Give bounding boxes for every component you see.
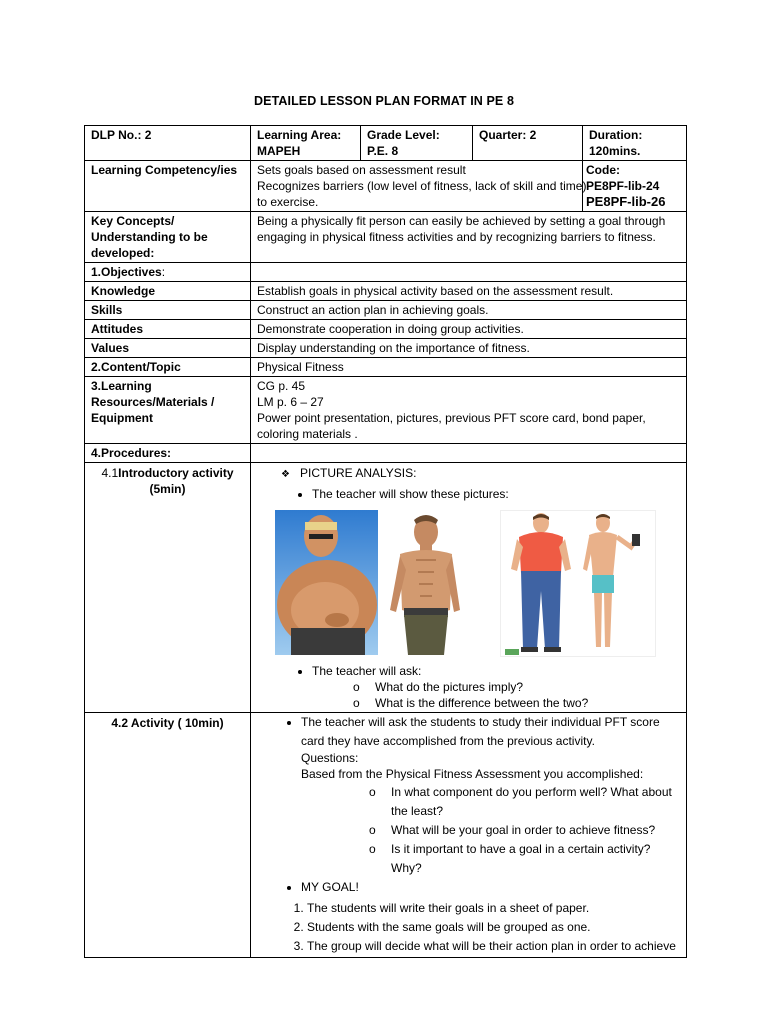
procedures-label: 4.Procedures: [85, 444, 251, 463]
competency-row [85, 161, 687, 212]
key-concepts-row [85, 212, 687, 263]
objective-row: Knowledge Establish goals in physical activity based on the assessment result. [85, 282, 687, 301]
objective-row: Attitudes Demonstrate cooperation in doing group activities. [85, 320, 687, 339]
quarter: Quarter: 2 [473, 126, 583, 161]
procedures-row [85, 444, 687, 463]
fit-man-photo [386, 510, 466, 655]
list-item: • The teacher will ask the students to study their individual PFT score card they have accomplished from the previous activity. Questions: Based from the Physical Fitness Assessment you accomplished: [301, 713, 680, 783]
document-title: DETAILED LESSON PLAN FORMAT IN PE 8 [254, 94, 514, 108]
content-row [85, 358, 687, 377]
step-item: 3. The group will decide what will be their action plan in order to achieve [307, 937, 680, 956]
objectives-label: 1.Objectives: [85, 263, 251, 282]
question-item: o In what component do you perform well? What about the least? [391, 783, 680, 821]
learning-area: Learning Area: MAPEH [251, 126, 361, 161]
activity-content [251, 713, 687, 958]
key-concepts-label: Key Concepts/ Understanding to be developed: [85, 212, 251, 263]
question-item: o What will be your goal in order to achieve fitness? [391, 821, 680, 840]
step-item: 2. Students with the same goals will be grouped as one. [307, 918, 680, 937]
objective-row: Values Display understanding on the importance of fitness. [85, 339, 687, 358]
activity-row [85, 713, 687, 958]
duration: Duration: 120mins. [583, 126, 687, 161]
resources-row [85, 377, 687, 444]
overweight-man-photo [275, 510, 378, 655]
resources-text: CG p. 45 LM p. 6 – 27 Power point presentation, pictures, previous PFT score card, bond paper, coloring materials . [251, 377, 687, 444]
cartoon-comparison-illustration [500, 510, 656, 657]
list-item: • The teacher will ask: [312, 663, 680, 679]
content-text: Physical Fitness [251, 358, 687, 377]
intro-row [85, 463, 687, 713]
resources-label: 3.Learning Resources/Materials / Equipment [85, 377, 251, 444]
objective-row: Skills Construct an action plan in achieving goals. [85, 301, 687, 320]
grade-level: Grade Level: P.E. 8 [361, 126, 473, 161]
activity-label: 4.2 Activity ( 10min) [85, 713, 251, 958]
competency-text: Sets goals based on assessment result Recognizes barriers (low level of fitness, lack of skill and time) to exercise. [251, 161, 583, 212]
dlp-number: DLP No.: 2 [85, 126, 251, 161]
competency-code: Code: PE8PF-lib-24 PE8PF-lib-26 [583, 161, 687, 212]
question-item: o Is it important to have a goal in a certain activity? Why? [391, 840, 680, 878]
diamond-bullet-icon: ❖ [281, 469, 290, 480]
intro-content [251, 463, 687, 713]
key-concepts-text: Being a physically fit person can easily be achieved by setting a goal through engaging in physical fitness activities and by recognizing barriers to fitness. [251, 212, 687, 263]
competency-label: Learning Competency/ies [85, 161, 251, 212]
my-goal-heading: • MY GOAL! [301, 878, 680, 897]
comparison-pictures [275, 510, 680, 655]
intro-label: 4.1Introductory activity (5min) [85, 463, 251, 713]
list-item: • The teacher will show these pictures: [312, 486, 680, 502]
objectives-heading-row [85, 263, 687, 282]
question-item: o What is the difference between the two? [375, 695, 680, 711]
lesson-plan-table [84, 125, 687, 958]
question-item: o What do the pictures imply? [375, 679, 680, 695]
picture-analysis-heading: PICTURE ANALYSIS: [299, 466, 417, 480]
step-item: 1. The students will write their goals in a sheet of paper. [307, 899, 680, 918]
header-row [85, 126, 687, 161]
content-label: 2.Content/Topic [85, 358, 251, 377]
